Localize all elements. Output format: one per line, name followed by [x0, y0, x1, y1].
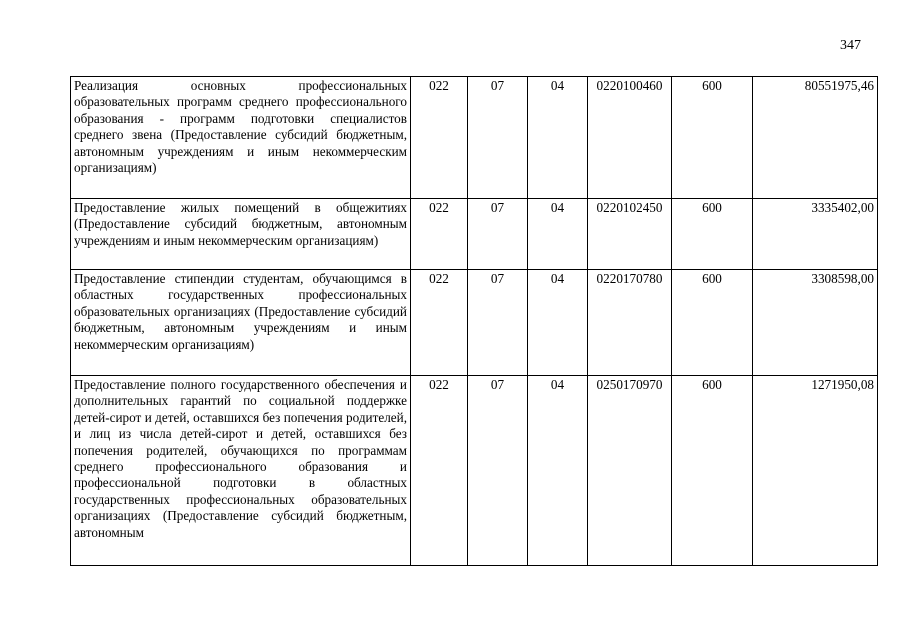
amount-value: 3308598,00	[753, 270, 878, 376]
amount-value: 1271950,08	[753, 376, 878, 566]
table-row	[71, 270, 878, 376]
target-article-code: 0220102450	[588, 199, 672, 270]
section-code: 07	[468, 376, 528, 566]
amount-value: 3335402,00	[753, 199, 878, 270]
row-description: Предоставление жилых помещений в общежитиях (Предоставление субсидий бюджетным, автономным учреждениям и иным некоммерческим организациям)	[71, 199, 411, 270]
ministry-code: 022	[411, 270, 468, 376]
expense-type-code: 600	[672, 376, 753, 566]
row-description: Предоставление стипендии студентам, обучающимся в областных государственных профессиональных образовательных организациях (Предоставление субсидий бюджетным, автономным учреждениям и иным некоммерческим организациям)	[71, 270, 411, 376]
expense-type-code: 600	[672, 77, 753, 199]
ministry-code: 022	[411, 199, 468, 270]
section-code: 07	[468, 77, 528, 199]
target-article-code: 0250170970	[588, 376, 672, 566]
row-description: Реализация основных профессиональных образовательных программ среднего профессионального образования - программ подготовки специалистов среднего звена (Предоставление субсидий бюджетным, автономным учреждениям и иным некоммерческим организациям)	[71, 77, 411, 199]
amount-value: 80551975,46	[753, 77, 878, 199]
ministry-code: 022	[411, 376, 468, 566]
budget-table	[70, 76, 878, 566]
target-article-code: 0220100460	[588, 77, 672, 199]
row-description: Предоставление полного государственного обеспечения и дополнительных гарантий по социальной поддержке детей-сирот и детей, оставшихся без попечения родителей, и лиц из числа детей-сирот и детей, оставшихся без попечения родителей, обучающихся по программам среднего профессионального образования и профессиональной подготовки в областных государственных профессиональных образовательных организациях (Предоставление субсидий бюджетным, автономным	[71, 376, 411, 566]
subsection-code: 04	[528, 376, 588, 566]
subsection-code: 04	[528, 270, 588, 376]
subsection-code: 04	[528, 199, 588, 270]
expense-type-code: 600	[672, 199, 753, 270]
page-number: 347	[840, 38, 861, 53]
expense-type-code: 600	[672, 270, 753, 376]
table-row	[71, 376, 878, 566]
section-code: 07	[468, 270, 528, 376]
table-row	[71, 77, 878, 199]
ministry-code: 022	[411, 77, 468, 199]
table-row	[71, 199, 878, 270]
subsection-code: 04	[528, 77, 588, 199]
section-code: 07	[468, 199, 528, 270]
target-article-code: 0220170780	[588, 270, 672, 376]
